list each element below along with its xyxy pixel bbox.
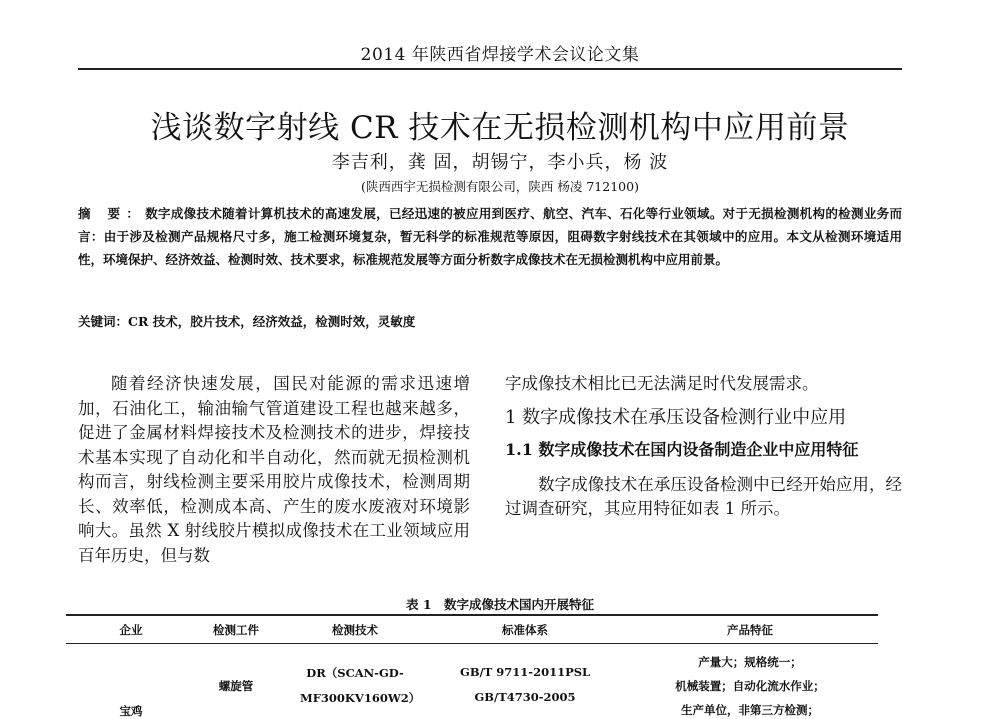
header-rule [78, 68, 902, 70]
body-left-column [78, 372, 470, 568]
keywords [78, 312, 902, 330]
abstract [78, 202, 902, 271]
keywords-text: CR 技术，胶片技术，经济效益，检测时效，灵敏度 [128, 314, 416, 329]
paper-authors: 李吉利，龚 固，胡锡宁，李小兵，杨 波 [331, 152, 669, 173]
intro-paragraph: 随着经济快速发展，国民对能源的需求迅速增加，石油化工，输油输气管道建设工程也越来越多，促进了金属材料焊接技术及检测技术的进步，焊接技术基本实现了自动化和半自动化，然而就无损检测机构而言，射线检测主要采用胶片成像技术，检测周期长、效率低，检测成本高、产生的废水废液对环境影响大。虽然 X 射线胶片模拟成像技术在工业领域应用百年历史，但与数 [78, 374, 470, 565]
table-cell-technique-line1: DR（SCAN-GD- [306, 666, 404, 680]
table-cell-features-line3: 生产单位，非第三方检测； [681, 703, 819, 717]
continuation-text: 字成像技术相比已无法满足时代发展需求。 [505, 374, 819, 393]
table-cell-technique-line2: MF300KV160W2） [300, 691, 421, 705]
table-cell-workpiece: 螺旋管 [218, 679, 254, 693]
abstract-text: 数字成像技术随着计算机技术的高速发展，已经迅速的被应用到医疗、航空、汽车、石化等行业领域。对于无损检测机构的检测业务而言：由于涉及检测产品规格尺寸多，施工检测环境复杂，暂无科学的标准规范等原因，阻碍数字射线技术在其领域中的应用。本文从检测环境适用性，环境保护、经济效益、检测时效、技术要求，标准规范发展等方面分析数字成像技术在无损检测机构中应用前景。 [78, 206, 902, 267]
table-header-features: 产品特征 [727, 623, 773, 637]
table-header-rule [66, 643, 878, 644]
table-caption: 表 1 数字成像技术国内开展特征 [405, 597, 595, 612]
section-paragraph: 数字成像技术在承压设备检测中已经开始应用，经过调查研究，其应用特征如表 1 所示。 [505, 474, 902, 518]
table-top-rule [66, 614, 878, 616]
table-cell-company: 宝鸡 [119, 704, 143, 718]
table-header-standard: 标准体系 [502, 623, 548, 637]
table-header-technique: 检测技术 [332, 623, 378, 637]
abstract-label: 摘 要： [78, 206, 146, 221]
body-right-column [505, 372, 902, 522]
paper-title: 浅谈数字射线 CR 技术在无损检测机构中应用前景 [150, 110, 850, 146]
table-cell-standard-line2: GB/T4730-2005 [474, 690, 576, 704]
table-cell-standard-line1: GB/T 9711-2011PSL [460, 665, 591, 679]
paper-affiliation: (陕西西宇无损检测有限公司，陕西 杨凌 712100) [361, 179, 639, 194]
running-header: 2014 年陕西省焊接学术会议论文集 [360, 45, 640, 65]
table-header-workpiece: 检测工件 [213, 623, 259, 637]
table-header-company: 企业 [119, 623, 143, 637]
table-cell-features-line1: 产量大；规格统一； [698, 655, 802, 669]
section-heading-1: 1 数字成像技术在承压设备检测行业中应用 [505, 406, 847, 428]
table-cell-features-line2: 机械装置；自动化流水作业； [675, 679, 825, 693]
subsection-heading-1-1: 1.1 数字成像技术在国内设备制造企业中应用特征 [505, 439, 859, 459]
keywords-label: 关键词： [78, 314, 129, 329]
